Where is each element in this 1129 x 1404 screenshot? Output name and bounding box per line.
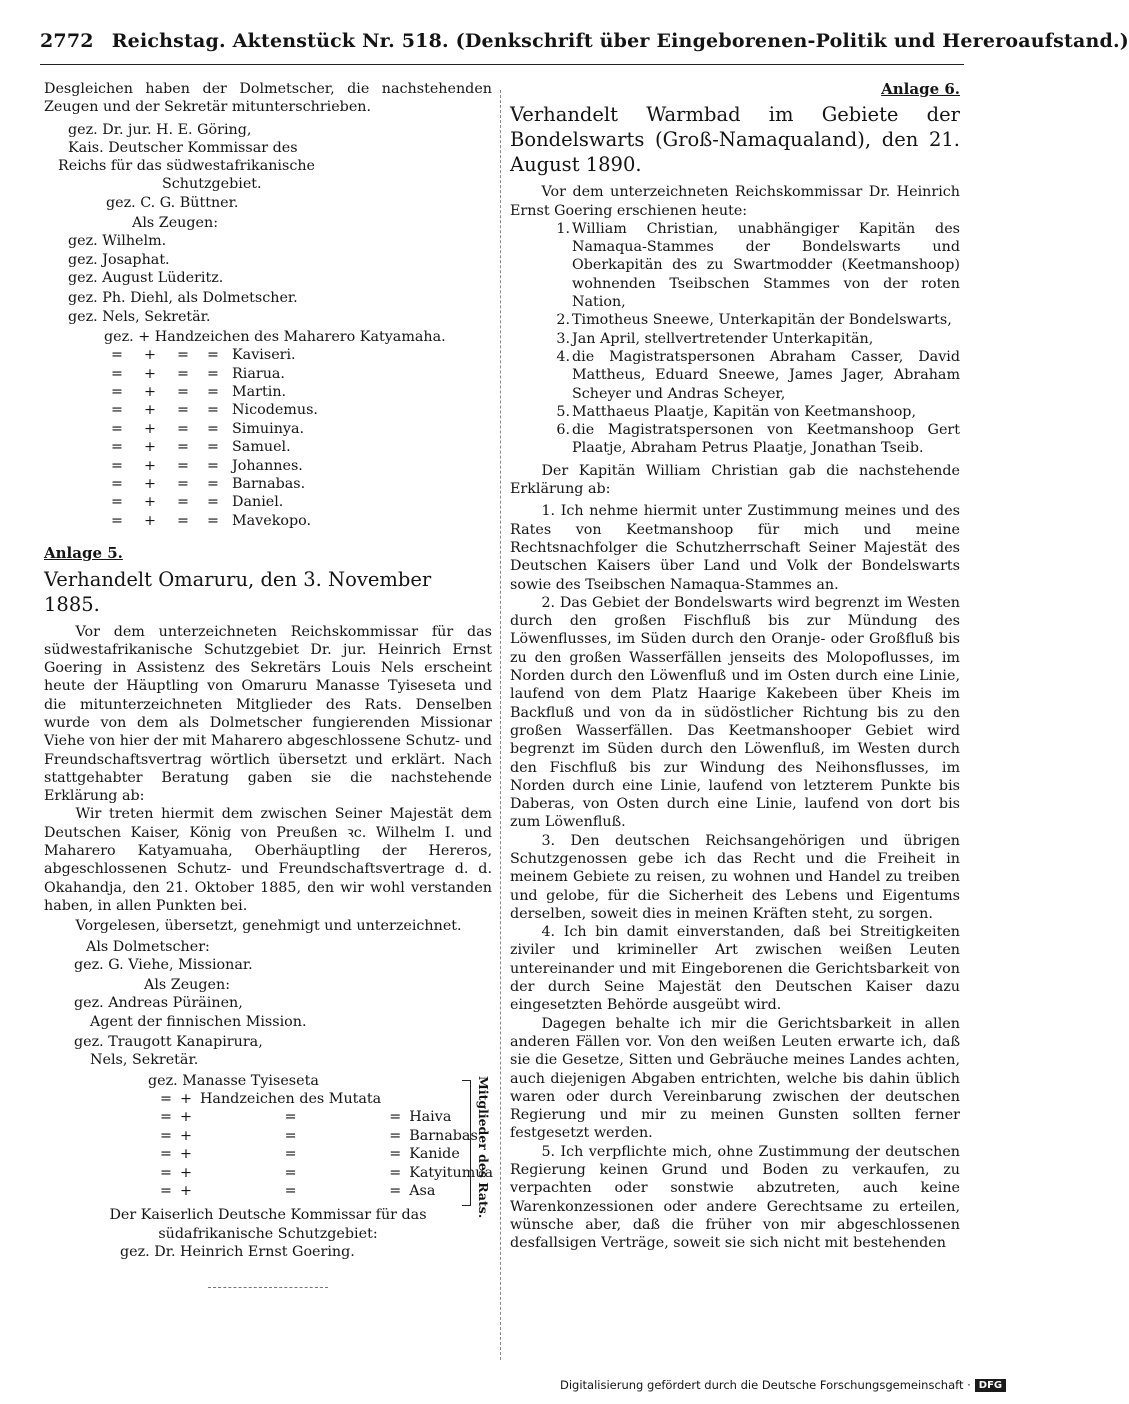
cross-mark: + — [144, 420, 156, 437]
mark-row — [102, 383, 322, 401]
anlage-6-label: Anlage 6. — [881, 80, 960, 98]
person-number: 4 . — [556, 348, 570, 366]
ditto-mark: = — [207, 365, 219, 382]
mark-row — [102, 420, 322, 438]
signature-buettner: gez. C. G. Büttner. — [106, 194, 239, 211]
mark-row — [156, 1108, 497, 1126]
ditto-mark: = — [160, 1109, 172, 1126]
council-brace — [462, 1080, 471, 1206]
mark-name: Barnabas. — [232, 476, 306, 492]
mark-row — [102, 438, 322, 456]
ditto-mark: = — [111, 347, 123, 364]
ditto-mark: = — [177, 494, 189, 511]
ditto-mark: = — [111, 439, 123, 456]
left-column — [44, 80, 492, 1288]
signature-title-2: Reichs für das südwestafrikanische — [58, 158, 316, 175]
ditto-mark: = — [284, 1109, 297, 1126]
interpreter-heading: Als Dolmetscher: — [86, 938, 210, 955]
witness-line: gez. Wilhelm. — [68, 233, 167, 250]
dfg-logo: DFG — [975, 1379, 1006, 1392]
person-text: Jan April, stellvertretender Unterkapitän, — [572, 330, 874, 347]
person-number: 3 . — [556, 330, 570, 348]
ditto-mark: = — [389, 1127, 402, 1144]
person-text: die Magistratspersonen von Keetmanshoop Gert Plaatje, Abraham Petrus Plaatje, Jonathan Tseib. — [572, 422, 960, 457]
ditto-mark: = — [177, 402, 189, 419]
ditto-mark: = — [389, 1164, 402, 1181]
interpreter-signature: gez. G. Viehe, Missionar. — [74, 956, 253, 973]
mark-name: Kanide — [409, 1146, 460, 1163]
mark-name: Samuel. — [232, 439, 291, 456]
mark-row — [156, 1127, 497, 1145]
person-text: William Christian, unabhängiger Kapitän des Namaqua-Stammes der Bondelswarts und Oberkapitän des zu Swartmodder (Keetmanshoop) wohnenden Tseibschen Stammes von der roten Nation, — [572, 220, 960, 311]
declaration-paragraph: 4. Ich bin damit einverstanden, daß bei Streitigkeiten ziviler und krimineller Art zwischen weißen Leuten untereinander und mit Eingeborenen die Gerichtsbarkeit von der durch Seine Majestät den Deutschen Kaiser dazu eingesetzten Behörde ausgeübt wird. — [510, 924, 960, 1014]
declaration-paragraph: 3. Den deutschen Reichsangehörigen und übrigen Schutzgenossen gebe ich das Recht und die Freiheit in meinem Gebiete zu reisen, zu wohnen und Handel zu treiben und gelobe, für die Sicherheit des Lebens und Eigentums derselben, soweit dies in meinen Kräften steht, zu sorgen. — [510, 832, 960, 922]
ditto-mark: = — [177, 383, 189, 400]
ditto-mark: = — [160, 1182, 172, 1199]
mark-row — [102, 512, 322, 530]
person-item — [510, 421, 960, 458]
ditto-mark: = — [207, 420, 219, 437]
mark-name: Martin. — [232, 383, 287, 400]
anlage-6-title: Verhandelt Warmbad im Gebiete der Bondelswarts (Groß-Namaqualand), den 21. August 1890. — [510, 103, 960, 177]
mark-row — [102, 475, 322, 493]
ditto-mark: = — [207, 383, 219, 400]
witness-line: gez. Traugott Kanapirura, — [74, 1034, 263, 1051]
cross-mark: + — [179, 1127, 192, 1144]
ditto-mark: = — [177, 365, 189, 382]
mark-name: Johannes. — [232, 457, 303, 474]
closing-signature: gez. Dr. Heinrich Ernst Goering. — [120, 1243, 355, 1260]
anlage-5-title: Verhandelt Omaruru, den 3. November 1885. — [44, 567, 432, 616]
mark-row — [102, 346, 322, 364]
ditto-mark: = — [160, 1127, 172, 1144]
cross-mark: + — [144, 512, 156, 529]
mark-name: Simuinya. — [232, 420, 305, 437]
ditto-mark: = — [177, 512, 189, 529]
cross-mark: + — [144, 476, 156, 492]
signature-title-3: Schutzgebiet. — [162, 176, 262, 193]
ditto-mark: = — [160, 1164, 172, 1181]
anlage-5-paragraph: Vorgelesen, übersetzt, genehmigt und unterzeichnet. — [75, 918, 462, 935]
mark-name: Daniel. — [232, 494, 284, 511]
person-item — [510, 330, 960, 348]
mark-name: Asa — [409, 1182, 436, 1199]
cross-mark: + — [144, 494, 156, 511]
running-title: Reichstag. Aktenstück Nr. 518. (Denkschrift über Eingeborenen-Politik und Hereroaufstand.) — [111, 30, 1129, 52]
ditto-mark: = — [284, 1146, 297, 1163]
closing-line: südafrikanische Schutzgebiet: — [158, 1225, 378, 1242]
ditto-mark: = — [207, 347, 219, 364]
ditto-mark: = — [207, 476, 219, 492]
witness-line: gez. Ph. Diehl, als Dolmetscher. — [68, 290, 298, 307]
ditto-mark: = — [389, 1146, 402, 1163]
signature-title-1: Kais. Deutscher Kommissar des — [68, 139, 298, 156]
ditto-mark: = — [284, 1164, 297, 1181]
mark-row — [102, 493, 322, 511]
closing-line: Der Kaiserlich Deutsche Kommissar für das — [109, 1207, 427, 1224]
mark-row — [102, 365, 322, 383]
witnesses-heading: Als Zeugen: — [132, 215, 219, 232]
ditto-mark: = — [111, 365, 123, 382]
mark-row — [102, 401, 322, 419]
ditto-mark: = — [177, 476, 189, 492]
mark-row — [156, 1145, 497, 1163]
mark-label: Handzeichen des Mutata — [199, 1090, 382, 1107]
person-item — [510, 348, 960, 403]
ditto-mark: = — [207, 512, 219, 529]
witness-line: gez. Nels, Sekretär. — [68, 308, 211, 325]
person-item — [510, 220, 960, 311]
witness-line: gez. Andreas Püräinen, — [74, 995, 243, 1012]
mark-name: Haiva — [409, 1109, 452, 1126]
anlage-5-label: Anlage 5. — [44, 544, 123, 563]
signature-goering: gez. Dr. jur. H. E. Göring, — [68, 121, 252, 138]
mark-name: Mavekopo. — [232, 512, 312, 529]
declaration-paragraph: 5. Ich verpflichte mich, ohne Zustimmung der deutschen Regierung keinen Grund und Boden zu verkaufen, zu verpachten oder sonstwie abzutreten, auch keine Warenkonzessionen oder andere Gerechtsame zu erteilen, wünsche aber, daß die früher von mir abgeschlossenen desfallsigen Verträge, soweit sie sich nicht mit bestehenden — [510, 1143, 960, 1252]
column-divider — [500, 90, 501, 1360]
right-column — [510, 80, 960, 1253]
digitization-footer — [560, 1378, 1003, 1396]
mark-name: Barnabas — [409, 1127, 478, 1144]
ditto-mark: = — [177, 420, 189, 437]
mark-row — [156, 1164, 497, 1182]
persons-list — [510, 220, 960, 458]
separator-rule — [208, 1287, 328, 1288]
council-marks-table — [156, 1090, 497, 1200]
ditto-mark: = — [389, 1109, 402, 1126]
person-text: Matthaeus Plaatje, Kapitän von Keetmanshoop, — [572, 403, 916, 420]
ditto-mark: = — [111, 457, 123, 474]
mark-name: Kaviseri. — [232, 347, 296, 364]
cross-mark: + — [144, 383, 156, 400]
declaration-paragraph: 1. Ich nehme hiermit unter Zustimmung meines und des Rates von Keetmanshoop für mich und meine Rechtsnachfolger die Schutzherrschaft Seiner Majestät des Deutschen Kaisers über Land und Volk der Bondelswarts sowie des Tseibschen Namaqua-Stammes an. — [510, 503, 960, 593]
cross-mark: + — [179, 1164, 192, 1181]
mark-name: Riarua. — [232, 365, 285, 382]
ditto-mark: = — [111, 494, 123, 511]
ditto-mark: = — [111, 383, 123, 400]
chief-signature: gez. Manasse Tyiseseta — [148, 1072, 319, 1089]
person-item — [510, 311, 960, 329]
witness-line: Nels, Sekretär. — [90, 1052, 199, 1069]
anlage-6-intro: Vor dem unterzeichneten Reichskommissar Dr. Heinrich Ernst Goering erschienen heute: — [510, 184, 960, 219]
person-item — [510, 403, 960, 421]
intro-paragraph: Desgleichen haben der Dolmetscher, die nachstehenden Zeugen und der Sekretär mitunterschrieben. — [44, 81, 492, 116]
witness-line: Agent der finnischen Mission. — [90, 1013, 307, 1030]
ditto-mark: = — [160, 1090, 172, 1107]
anlage-5-paragraph: Wir treten hiermit dem zwischen Seiner Majestät dem Deutschen Kaiser, König von Preußen ꝛc. Wilhelm I. und Maharero Katyamuaha, Oberhäuptling der Hereros, abgeschlossenen Schutz- und Freundschaftsvertrage d. d. Okahandja, den 21. Oktober 1885, den wir wohl verstanden haben, in allen Punkten bei. — [44, 806, 492, 914]
mark-row — [156, 1182, 497, 1200]
cross-mark: + — [144, 365, 156, 382]
ditto-mark: = — [160, 1146, 172, 1163]
person-text: die Magistratspersonen Abraham Casser, David Mattheus, Eduard Sneewe, James Jager, Abraham Scheyer und Andras Scheyer, — [572, 348, 960, 402]
mark-row — [156, 1090, 497, 1108]
ditto-mark: = — [207, 457, 219, 474]
footer-text: Digitalisierung gefördert durch die Deutsche Forschungsgemeinschaft · — [560, 1378, 971, 1392]
ditto-mark: = — [111, 420, 123, 437]
person-number: 5 . — [556, 403, 570, 421]
ditto-mark: = — [207, 402, 219, 419]
witnesses-heading: Als Zeugen: — [144, 977, 231, 994]
marks-heading: gez. + Handzeichen des Maharero Katyamaha. — [104, 328, 446, 345]
page-number: 2772 — [40, 30, 94, 52]
cross-mark: + — [179, 1109, 192, 1126]
cross-mark: + — [179, 1182, 192, 1199]
ditto-mark: = — [284, 1127, 297, 1144]
ditto-mark: = — [389, 1182, 402, 1199]
ditto-mark: = — [207, 494, 219, 511]
person-number: 6 . — [556, 421, 570, 439]
ditto-mark: = — [177, 347, 189, 364]
cross-mark: + — [179, 1090, 192, 1107]
ditto-mark: = — [111, 512, 123, 529]
ditto-mark: = — [284, 1182, 297, 1199]
cross-mark: + — [144, 402, 156, 419]
person-number: 1 . — [556, 220, 570, 238]
mark-name: Katyitumua — [409, 1164, 494, 1181]
witness-line: gez. Josaphat. — [68, 251, 170, 268]
declaration-paragraph: 2. Das Gebiet der Bondelswarts wird begrenzt im Westen durch den großen Fischfluß bis zur Mündung des Löwenflusses, im Süden durch den Oranje- oder Großfluß bis zu den großen Wasserfällen jenseits des Molopoflusses, im Norden durch den Löwenfluß und im Osten durch eine Linie, laufend von dem Platz Haarige Kakebeen über Kheis im Backfluß und von da in südöstlicher Richtung bis zu den großen Wasserfällen. Das Keetmanshooper Gebiet wird begrenzt im Süden durch den Löwenfluß, im Westen durch den Fischfluß bis zur Windung des Neihonsflusses, im Norden durch eine Linie, laufend von letzterem Punkte bis Daberas, von Osten durch eine Linie, laufend von dort bis zum Löwenfluß. — [510, 594, 960, 831]
page-header — [40, 30, 1129, 65]
person-number: 2 . — [556, 311, 570, 329]
ditto-mark: = — [177, 457, 189, 474]
mark-row — [102, 457, 322, 475]
ditto-mark: = — [207, 439, 219, 456]
person-text: Timotheus Sneewe, Unterkapitän der Bondelswarts, — [572, 312, 952, 329]
council-label: Mitglieder des Rats. — [476, 1075, 491, 1218]
anlage-5-paragraph: Vor dem unterzeichneten Reichskommissar für das südwestafrikanische Schutzgebiet Dr. jur. Heinrich Ernst Goering in Assistenz des Sekretärs Louis Nels erscheint heute der Häuptling von Omaruru Manasse Tyiseseta und die mitunterzeichneten Mitglieder des Rats. Denselben wurde von dem als Dolmetscher fungierenden Missionar Viehe von hier der mit Maharero abgeschlossene Schutz- und Freundschaftsvertrag wörtlich übersetzt und erklärt. Nach stattgehabter Beratung gaben sie die nachstehende Erklärung ab: — [44, 623, 492, 805]
declaration-lead: Der Kapitän William Christian gab die nachstehende Erklärung ab: — [510, 462, 960, 498]
ditto-mark: = — [111, 402, 123, 419]
cross-mark: + — [179, 1146, 192, 1163]
cross-mark: + — [144, 347, 156, 364]
mark-name: Nicodemus. — [232, 402, 318, 419]
declaration-paragraph: Dagegen behalte ich mir die Gerichtsbarkeit in allen anderen Fällen vor. Von den weißen Leuten erwarte ich, daß sie die Gesetze, Sitten und Gebräuche meines Landes achten, auch diejenigen Abgaben entrichten, welche bis dahin üblich waren oder durch Vereinbarung zwischen der deutschen Regierung und mir zu meinen Gunsten sollten ferner festgesetzt werden. — [510, 1015, 960, 1142]
ditto-mark: = — [177, 439, 189, 456]
council-marks-table — [102, 346, 322, 530]
cross-mark: + — [144, 439, 156, 456]
witness-line: gez. August Lüderitz. — [68, 269, 224, 286]
ditto-mark: = — [111, 476, 123, 492]
cross-mark: + — [144, 457, 156, 474]
